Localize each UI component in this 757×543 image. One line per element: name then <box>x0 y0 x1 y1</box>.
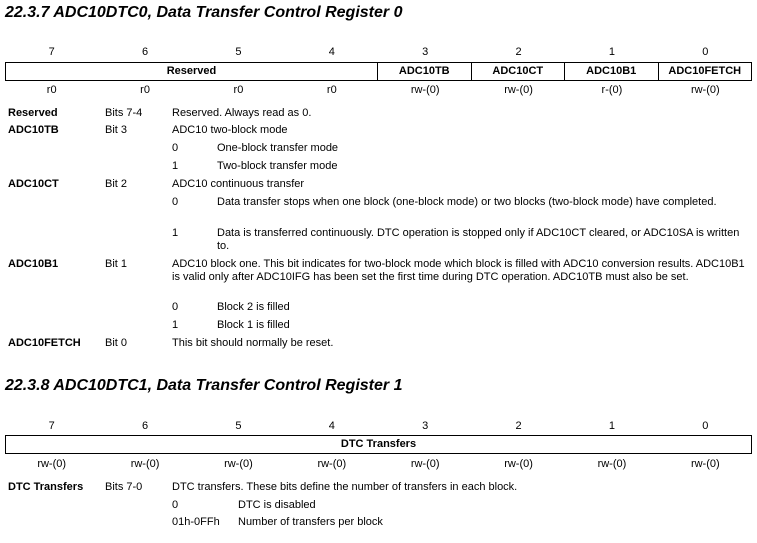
access: rw-(0) <box>410 458 440 470</box>
field-dtc-transfers: DTC Transfers <box>340 438 417 450</box>
access: rw-(0) <box>690 84 720 96</box>
access-row <box>5 84 752 96</box>
access: r0 <box>140 84 150 96</box>
field-desc: ADC10 two-block mode <box>172 124 288 136</box>
field-reserved: Reserved <box>166 65 217 77</box>
access: rw-(0) <box>690 458 720 470</box>
field-adc10fetch: ADC10FETCH <box>658 63 752 80</box>
field-name: ADC10TB <box>8 124 59 136</box>
value-desc: DTC is disabled <box>238 499 316 511</box>
access: rw-(0) <box>504 84 533 96</box>
access: rw-(0) <box>37 458 67 470</box>
bit-number: 6 <box>142 46 149 58</box>
value-code: 1 <box>172 160 179 172</box>
bit-number: 0 <box>702 46 709 58</box>
value-desc: Number of transfers per block <box>238 516 383 528</box>
bit-number: 2 <box>515 46 522 58</box>
register-fields <box>5 62 752 81</box>
field-desc: ADC10 block one. This bit indicates for two-block mode which block is filled with ADC10 conversion results. ADC10B1 is valid only after ADC10IFG has been set the first time during DTC operation. ADC10TB must also be set. <box>172 258 745 283</box>
access: r0 <box>326 84 337 96</box>
field-bits: Bit 1 <box>105 258 128 270</box>
field-desc: Reserved. Always read as 0. <box>172 107 312 119</box>
access: r-(0) <box>601 84 623 96</box>
bit-number: 4 <box>328 420 335 432</box>
value-code: 0 <box>172 499 179 511</box>
field-adc10ct: ADC10CT <box>471 63 565 80</box>
access: r0 <box>233 84 244 96</box>
access: rw-(0) <box>597 458 627 470</box>
bit-number: 7 <box>48 420 55 432</box>
bit-number: 2 <box>515 420 522 432</box>
value-code: 0 <box>172 142 179 154</box>
field-bits: Bits 7-0 <box>105 481 143 493</box>
field-name: Reserved <box>8 107 58 119</box>
value-code: 1 <box>172 319 179 331</box>
field-adc10tb: ADC10TB <box>377 63 471 80</box>
field-name: ADC10CT <box>8 178 59 190</box>
bit-numbers <box>5 420 752 432</box>
access: rw-(0) <box>317 458 347 470</box>
value-desc: Data transfer stops when one block (one-block mode) or two blocks (two-block mode) have completed. <box>217 196 717 208</box>
value-code: 0 <box>172 196 179 208</box>
access: rw-(0) <box>410 84 440 96</box>
bit-number: 3 <box>422 420 429 432</box>
field-bits: Bit 2 <box>105 178 128 190</box>
bit-numbers <box>5 46 752 58</box>
access-row <box>5 458 752 470</box>
value-desc: Two-block transfer mode <box>217 160 338 172</box>
access: rw-(0) <box>224 458 253 470</box>
field-adc10b1: ADC10B1 <box>564 63 658 80</box>
field-name: ADC10FETCH <box>8 337 81 349</box>
bit-number: 1 <box>608 420 615 432</box>
field-bits: Bit 3 <box>105 124 128 136</box>
bit-number: 7 <box>48 46 55 58</box>
access: r0 <box>46 84 57 96</box>
value-desc: Block 1 is filled <box>217 319 290 331</box>
section-title-dtc1: 22.3.8 ADC10DTC1, Data Transfer Control Register 1 <box>5 377 403 394</box>
value-desc: Data is transferred continuously. DTC operation is stopped only if ADC10CT cleared, or ADC10SA is written to. <box>217 227 740 252</box>
value-desc: Block 2 is filled <box>217 301 290 313</box>
field-desc: ADC10 continuous transfer <box>172 178 305 190</box>
bit-number: 0 <box>702 420 709 432</box>
access: rw-(0) <box>504 458 533 470</box>
field-name: DTC Transfers <box>8 481 84 493</box>
value-desc: One-block transfer mode <box>217 142 339 154</box>
bit-number: 5 <box>235 420 242 432</box>
access: rw-(0) <box>130 458 160 470</box>
bit-number: 4 <box>328 46 335 58</box>
bit-number: 6 <box>142 420 149 432</box>
register-fields <box>5 435 752 454</box>
bit-number: 3 <box>422 46 429 58</box>
bit-number: 5 <box>235 46 242 58</box>
section-title-dtc0: 22.3.7 ADC10DTC0, Data Transfer Control Register 0 <box>5 4 403 21</box>
value-code: 0 <box>172 301 179 313</box>
field-name: ADC10B1 <box>8 258 59 270</box>
value-code: 1 <box>172 227 179 239</box>
field-desc: DTC transfers. These bits define the number of transfers in each block. <box>172 481 518 493</box>
field-bits: Bit 0 <box>105 337 128 349</box>
field-bits: Bits 7-4 <box>105 107 143 119</box>
value-code: 01h-0FFh <box>172 516 220 528</box>
field-desc: This bit should normally be reset. <box>172 337 334 349</box>
bit-number: 1 <box>608 46 615 58</box>
